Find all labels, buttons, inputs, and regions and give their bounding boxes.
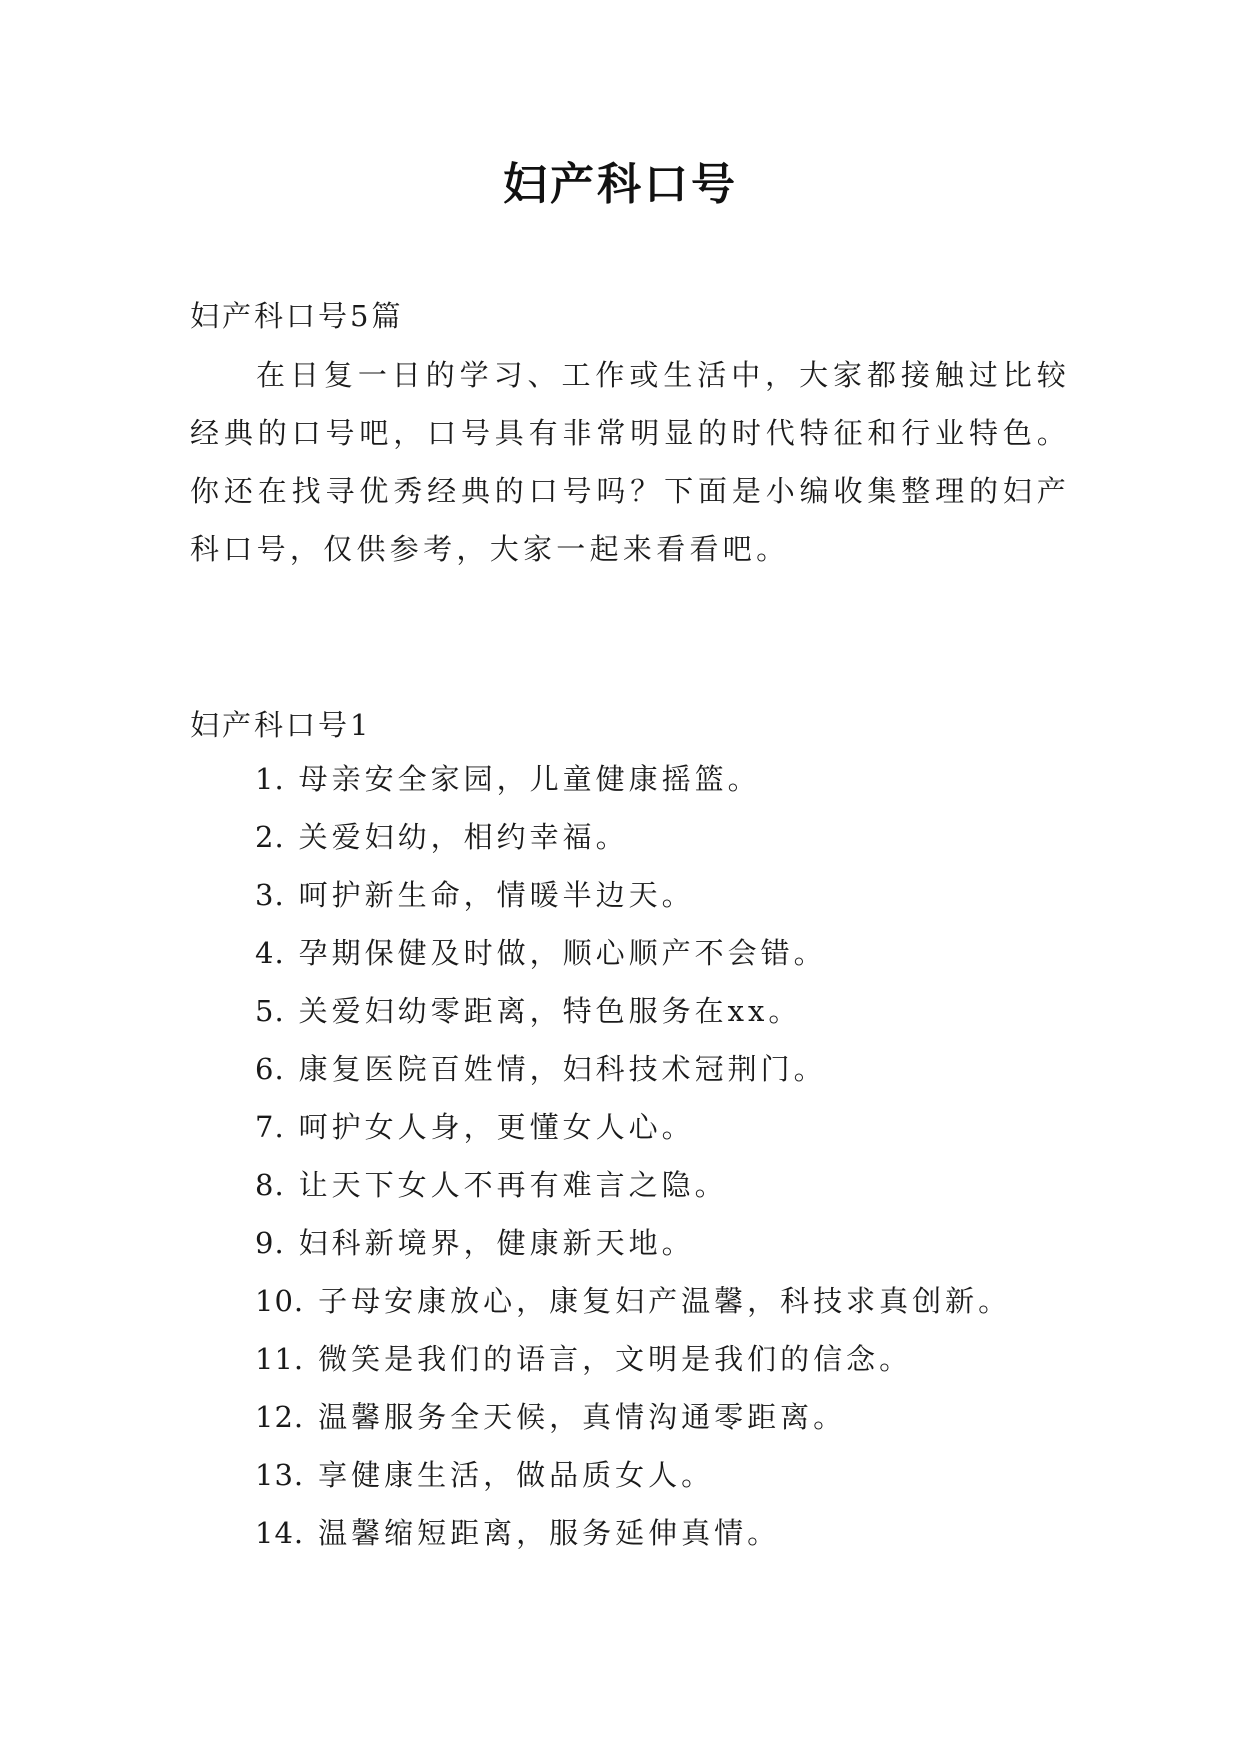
- list-item-number: 8.: [255, 1168, 285, 1202]
- list-item-text: 享健康生活，做品质女人。: [318, 1458, 715, 1492]
- list-item-text: 呵护女人身，更懂女人心。: [298, 1110, 695, 1144]
- list-item-number: 2.: [255, 820, 285, 854]
- list-item-number: 11.: [255, 1342, 305, 1376]
- list-item: [255, 1514, 1011, 1572]
- list-item: [255, 992, 1011, 1050]
- list-item-number: 12.: [255, 1400, 305, 1434]
- list-item-number: 13.: [255, 1458, 305, 1492]
- list-item-text: 关爱妇幼零距离，特色服务在xx。: [298, 994, 802, 1028]
- list-item-text: 微笑是我们的语言，文明是我们的信念。: [318, 1342, 913, 1376]
- list-item-text: 关爱妇幼，相约幸福。: [298, 820, 629, 854]
- list-item-number: 5.: [255, 994, 285, 1028]
- list-item-number: 10.: [255, 1284, 305, 1318]
- intro-paragraph: 在日复一日的学习、工作或生活中，大家都接触过比较经典的口号吧，口号具有非常明显的时代特征和行业特色。你还在找寻优秀经典的口号吗？下面是小编收集整理的妇产科口号，仅供参考，大家一起来看看吧。: [190, 358, 1070, 566]
- slogan-list: [255, 760, 1011, 1572]
- list-item-number: 1.: [255, 762, 285, 796]
- list-item-number: 3.: [255, 878, 285, 912]
- list-item-text: 子母安康放心，康复妇产温馨，科技求真创新。: [318, 1284, 1012, 1318]
- list-item-number: 4.: [255, 936, 285, 970]
- list-item: [255, 818, 1011, 876]
- section-heading: 妇产科口号1: [190, 708, 372, 742]
- list-item: [255, 1166, 1011, 1224]
- list-item-text: 妇科新境界，健康新天地。: [298, 1226, 695, 1260]
- list-item: [255, 1282, 1011, 1340]
- list-item-text: 呵护新生命，情暖半边天。: [298, 878, 695, 912]
- list-item-text: 孕期保健及时做，顺心顺产不会错。: [298, 936, 827, 970]
- document-subtitle: 妇产科口号5篇: [190, 299, 404, 333]
- list-item-number: 14.: [255, 1516, 305, 1550]
- list-item: [255, 1398, 1011, 1456]
- list-item-number: 7.: [255, 1110, 285, 1144]
- list-item: [255, 876, 1011, 934]
- list-item: [255, 760, 1011, 818]
- list-item: [255, 1108, 1011, 1166]
- list-item: [255, 1456, 1011, 1514]
- list-item-number: 6.: [255, 1052, 285, 1086]
- list-item-text: 温馨缩短距离，服务延伸真情。: [318, 1516, 781, 1550]
- list-item-text: 母亲安全家园，儿童健康摇篮。: [298, 762, 761, 796]
- list-item: [255, 1050, 1011, 1108]
- list-item: [255, 1340, 1011, 1398]
- list-item: [255, 934, 1011, 992]
- list-item: [255, 1224, 1011, 1282]
- list-item-text: 温馨服务全天候，真情沟通零距离。: [318, 1400, 847, 1434]
- document-title: 妇产科口号: [503, 159, 738, 210]
- list-item-text: 让天下女人不再有难言之隐。: [298, 1168, 728, 1202]
- list-item-text: 康复医院百姓情，妇科技术冠荆门。: [298, 1052, 827, 1086]
- list-item-number: 9.: [255, 1226, 285, 1260]
